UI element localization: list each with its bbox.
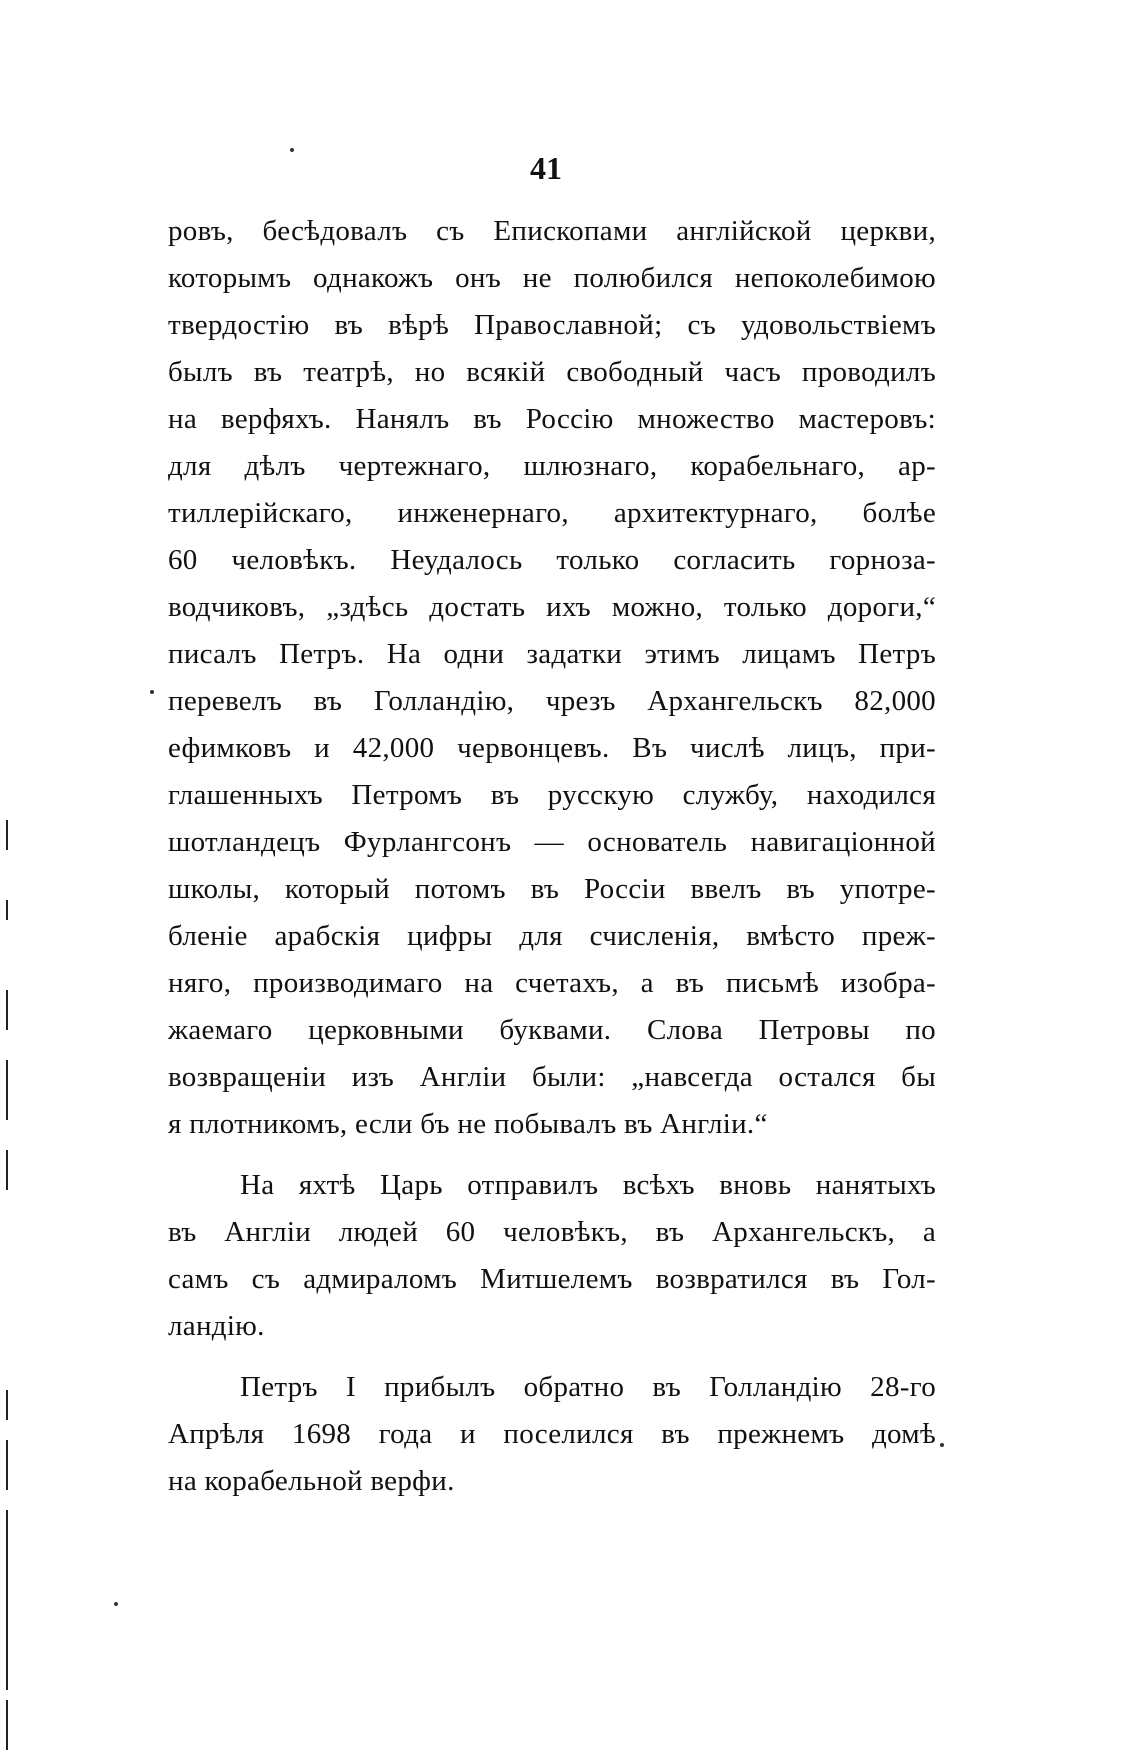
scan-dot xyxy=(114,1602,118,1606)
text-line: Апрѣля 1698 года и поселился въ прежнемъ домѣ xyxy=(168,1418,936,1450)
scan-mark xyxy=(6,990,8,1030)
scan-mark xyxy=(6,1150,8,1190)
scan-mark xyxy=(6,1440,8,1490)
text-line: шотландецъ Фурлангсонъ — основатель навигаціонной xyxy=(168,826,936,858)
text-line: былъ въ театрѣ, но всякій свободный часъ проводилъ xyxy=(168,356,936,388)
scan-mark xyxy=(6,1060,8,1120)
text-line: жаемаго церковными буквами. Слова Петровы по xyxy=(168,1014,936,1046)
text-line: которымъ однакожъ онъ не полюбился непоколебимою xyxy=(168,262,936,294)
paragraph-gap xyxy=(168,1148,936,1162)
scan-dot xyxy=(150,690,154,694)
scan-mark xyxy=(6,1700,8,1750)
paragraph-3 xyxy=(168,1364,936,1505)
text-line: няго, производимаго на счетахъ, а въ письмѣ изобра- xyxy=(168,967,936,999)
text-line: для дѣлъ чертежнаго, шлюзнаго, корабельнаго, ар- xyxy=(168,450,936,482)
text-line: водчиковъ, „здѣсь достать ихъ можно, только дороги,“ xyxy=(168,591,936,623)
text-line: на корабельной верфи. xyxy=(168,1465,455,1497)
text-line: ландію. xyxy=(168,1310,265,1342)
text-line: школы, который потомъ въ Россіи ввелъ въ употре- xyxy=(168,873,936,905)
text-line: ровъ, бесѣдовалъ съ Епископами англійской церкви, xyxy=(168,215,936,247)
text-line: перевелъ въ Голландію, чрезъ Архангельскъ 82,000 xyxy=(168,685,936,717)
text-line: самъ съ адмираломъ Митшелемъ возвратился въ Гол- xyxy=(168,1263,936,1295)
scan-margin-marks xyxy=(0,0,30,1756)
text-line: возвращеніи изъ Англіи были: „навсегда остался бы xyxy=(168,1061,936,1093)
text-line: на верфяхъ. Нанялъ въ Россію множество мастеровъ: xyxy=(168,403,936,435)
text-line: На яхтѣ Царь отправилъ всѣхъ вновь нанятыхъ xyxy=(240,1169,936,1201)
text-line: бленіе арабскія цифры для счисленія, вмѣсто преж- xyxy=(168,920,936,952)
text-line: ефимковъ и 42,000 червонцевъ. Въ числѣ лицъ, при- xyxy=(168,732,936,764)
text-line: писалъ Петръ. На одни задатки этимъ лицамъ Петръ xyxy=(168,638,936,670)
text-line: глашенныхъ Петромъ въ русскую службу, находился xyxy=(168,779,936,811)
paragraph-gap xyxy=(168,1350,936,1364)
page-number: 41 xyxy=(530,150,562,186)
scan-mark xyxy=(6,900,8,920)
text-line: твердостію въ вѣрѣ Православной; съ удовольствіемъ xyxy=(168,309,936,341)
scan-dot xyxy=(940,1443,944,1447)
text-line: тиллерійскаго, инженернаго, архитектурнаго, болѣе xyxy=(168,497,936,529)
text-line: я плотникомъ, если бъ не побывалъ въ Англіи.“ xyxy=(168,1108,768,1140)
body-text xyxy=(168,208,936,1505)
text-line: Петръ I прибылъ обратно въ Голландію 28-го xyxy=(240,1371,936,1403)
scan-mark xyxy=(6,1390,8,1420)
paragraph-1 xyxy=(168,208,936,1148)
text-line: 60 человѣкъ. Неудалось только согласить горноза- xyxy=(168,544,936,576)
scan-mark xyxy=(6,1510,8,1690)
text-line: въ Англіи людей 60 человѣкъ, въ Архангельскъ, а xyxy=(168,1216,936,1248)
scan-mark xyxy=(6,820,8,850)
paragraph-2 xyxy=(168,1162,936,1350)
